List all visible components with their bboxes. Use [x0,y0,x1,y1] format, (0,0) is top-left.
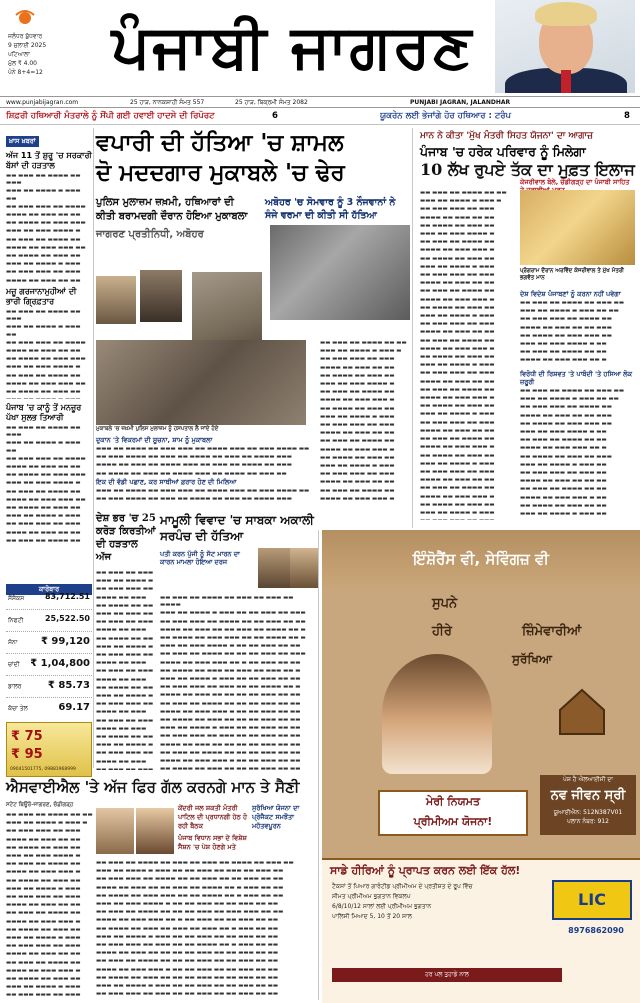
masthead [0,0,640,96]
house-icon [552,680,612,740]
syl-body: ▬▬ ▬▬▬ ▬▬ ▬▬▬▬ ▬▬ ▬▬▬ ▬▬ ▬▬▬ ▬▬ ▬▬▬▬ ▬▬ ▬▬▬ ▬▬ ▬▬▬ ▬▬ ▬▬▬▬ ▬ ▬▬▬ ▬▬ ▬▬ ▬▬▬ ▬▬ ▬▬▬ ▬▬ ▬▬▬ ▬▬ ▬▬ ▬▬▬ ▬▬▬ ▬▬ ▬▬▬▬ ▬▬ ▬▬ ▬▬▬ ▬▬ ▬▬ ▬▬▬ ▬▬ ▬▬ ▬▬▬▬ ▬▬ ▬▬▬ ▬▬ ▬▬ ▬▬▬ ▬▬ ▬▬▬▬ ▬▬ ▬ ▬▬▬ ▬▬ ▬▬ ▬▬ ▬▬▬▬ ▬▬ ▬▬▬ ▬▬▬ ▬▬ ▬▬ ▬▬▬▬ ▬▬ ▬ ▬▬▬ ▬▬ ▬▬ ▬▬▬ ▬▬ ▬▬▬ ▬▬▬▬ ▬ ▬▬ ▬▬ ▬▬▬ ▬▬ ▬▬ ▬▬▬ ▬▬ ▬▬ ▬▬ ▬▬▬ ▬▬ ▬▬▬▬ ▬▬ ▬▬ ▬▬ ▬▬▬ ▬▬ ▬▬▬ ▬▬▬ ▬▬ ▬▬ ▬▬▬▬ ▬▬ ▬▬▬ ▬▬▬ ▬▬ ▬ ▬▬ ▬▬▬ ▬▬ ▬▬ ▬▬▬ ▬▬ ▬▬ ▬▬ ▬▬▬▬ ▬▬ ▬▬▬ ▬▬ ▬▬▬ ▬▬ ▬▬▬ ▬▬ ▬ ▬▬▬ ▬▬ ▬▬ ▬▬▬ ▬▬ ▬▬▬▬ ▬ ▬▬▬ ▬▬ ▬▬ ▬▬▬ ▬▬ ▬▬ ▬▬▬ ▬▬ ▬▬ ▬▬ ▬▬▬ ▬▬▬ ▬▬ ▬▬▬ ▬▬ ▬▬ ▬▬▬▬ ▬▬ ▬ ▬▬▬ ▬▬ ▬▬ ▬▬▬▬ ▬▬ ▬▬▬ ▬▬ ▬▬ ▬▬ ▬▬ ▬▬▬ ▬▬ ▬▬ ▬▬▬ ▬▬ ▬▬ ▬▬ ▬▬▬ ▬▬ ▬▬▬▬ ▬▬ ▬▬ ▬▬ ▬▬▬ ▬▬ ▬▬ ▬▬▬ ▬▬ ▬▬ ▬▬▬▬ ▬▬ ▬▬▬ ▬▬▬ ▬ ▬▬ ▬▬ ▬▬▬ ▬▬ ▬▬ ▬▬▬ ▬▬ ▬▬ ▬▬ ▬▬▬▬ ▬▬ ▬▬▬ ▬▬ ▬▬ ▬▬ ▬▬▬ ▬▬ ▬▬ ▬▬▬ ▬▬ ▬▬ ▬▬▬ ▬▬ ▬▬▬▬ ▬ ▬▬▬ ▬▬ ▬▬ ▬▬▬ ▬▬ ▬▬ ▬▬▬ ▬▬ ▬▬ ▬▬ ▬▬▬ ▬▬▬ ▬▬ ▬▬▬ ▬▬ ▬▬ ▬▬▬ ▬▬ ▬▬ ▬▬▬ ▬▬ ▬▬ [96,860,294,998]
brief-title[interactable]: ਪੰਜਾਬ 'ਚ ਕਾਨੂੰ ਤੋਂ ਮਨਜ਼ੂਰ ਪੱਖਾ ਸੁਲਭ ਤਿਆਰੀ [6,403,82,422]
lead-subhead: ਦੁਕਾਨ 'ਤੇ ਵਿਕਰਮਾਂ ਦੀ ਸੂਚਨਾ, ਸ਼ਾਮ ਨੂੰ ਮੁਕਾਬਲਾ [96,436,213,444]
promo-right-page: 8 [624,111,630,121]
plan-uin: ਯੂਆਈਐਨ: 512N387V01 [553,809,623,816]
lead-body: ▬▬▬ ▬▬ ▬▬▬▬ ▬▬ ▬▬▬ ▬▬▬ ▬▬ ▬▬▬▬ ▬▬▬ ▬▬ ▬▬▬ ▬▬▬▬ ▬▬ ▬▬ ▬▬▬ ▬▬▬▬ ▬▬ ▬▬▬ ▬▬ ▬▬▬▬ ▬▬ ▬▬▬ ▬▬ ▬▬▬▬ ▬▬▬ ▬▬▬▬ ▬▬ ▬▬▬ ▬▬ ▬▬▬▬ ▬▬▬ ▬▬ ▬▬▬ ▬▬ ▬▬▬▬ ▬▬ ▬▬▬ ▬▬ ▬▬▬▬ ▬▬ ▬▬▬ ▬▬ ▬▬▬▬ ▬▬▬ ▬▬ ▬▬▬▬ ▬▬ ▬▬▬ ▬▬ [96,446,310,476]
lead-body: ▬▬▬ ▬▬ ▬▬▬▬ ▬▬ ▬▬▬ ▬▬▬ ▬▬ ▬▬▬▬ ▬▬▬ ▬▬ ▬▬▬ ▬▬▬▬ ▬▬ ▬▬ ▬▬▬ ▬▬▬▬ ▬▬ ▬▬▬ ▬▬ ▬▬▬▬ ▬▬ ▬▬▬ ▬▬ ▬▬▬▬ ▬▬▬ [96,488,310,503]
gold-row [6,632,92,654]
murder-story[interactable] [160,512,318,544]
edition-info [8,32,88,77]
sensex-value: 83,712.51 [44,592,90,601]
plan-intro: ਪੇਸ਼ ਹੈ ਐਲਆਈਸੀ ਦਾ [562,776,614,783]
nifty-value: 25,522.50 [44,614,90,623]
syl-bullets [178,804,248,852]
crude-label: ਕੱਚਾ ਤੇਲ [8,705,28,712]
lead-headline[interactable] [96,128,408,192]
health-headline-line-1: ਪੰਜਾਬ 'ਚ ਹਰੇਕ ਪਰਿਵਾਰ ਨੂੰ ਮਿਲੇਗਾ [420,144,586,159]
sensex-label: ਸੈਂਸੈਕਸ [8,595,25,602]
pages-label: ਪੰਨੇ 8+4=12 [8,69,43,76]
strike-headline: ਦੇਸ਼ ਭਰ 'ਚ 25 ਕਰੋੜ ਕਿਰਤੀਆਂ ਦੀ ਹੜਤਾਲ ਅੱਜ [96,513,156,563]
syl-dateline: ਸਟੇਟ ਬਿਊਰੋ-ਜਾਗਰਣ, ਚੰਡੀਗੜ੍ਹ [6,802,74,808]
syl-bullet: ਕੇਂਦਰੀ ਜਲ ਸ਼ਕਤੀ ਮੰਤਰੀ ਪਾਟਿਲ ਦੀ ਪ੍ਰਧਾਨਗੀ ਹੇਠ ਹੋ ਰਹੀ ਬੈਠਕ [178,804,247,830]
injured-policeman-photo [96,340,306,425]
syl-sub-headline: ਸੁਰੱਖਿਆ ਯੋਜਨਾ ਦਾ ਪ੍ਰੋਜੈਕਟ ਸਮਝੌਤਾ ਮਹੱਤਵਪੂਰਨ [252,804,300,830]
promo-left-text[interactable]: ਸ਼ਿਫ਼ਰੀ ਹਥਿਆਰੀ ਮੰਤਰਾਲੇ ਨੂੰ ਸੌਂਪੀ ਗਈ ਹਵਾਈ ਹਾਦਸੇ ਦੀ ਰਿਪੋਰਟ [6,111,215,121]
strike-story[interactable] [96,512,156,564]
strike-body: ▬▬ ▬▬▬ ▬▬ ▬▬▬ ▬▬▬ ▬▬ ▬▬▬▬ ▬ ▬▬ ▬▬▬ ▬▬▬ ▬▬ ▬▬▬▬ ▬▬ ▬▬▬ ▬▬ ▬▬▬▬ ▬▬ ▬▬ ▬▬▬ ▬▬ ▬▬▬ ▬▬ ▬▬ ▬▬▬ ▬▬ ▬▬▬ ▬▬▬▬ ▬▬ ▬▬▬ ▬▬ ▬▬▬▬ ▬▬ ▬▬ ▬▬▬ ▬▬ ▬▬▬▬ ▬ ▬▬ ▬▬▬ ▬▬▬ ▬▬ ▬▬▬▬ ▬▬ ▬▬▬ ▬▬ ▬▬▬ ▬▬ ▬▬▬ ▬▬▬▬ ▬▬ ▬▬▬ ▬▬ ▬▬▬▬ ▬▬ ▬▬ ▬▬▬ ▬▬ ▬▬▬▬ ▬ ▬▬ ▬▬▬ ▬▬▬ ▬▬ ▬▬▬▬ ▬▬ ▬▬▬ ▬▬ ▬▬▬ ▬▬ ▬▬▬ ▬▬▬▬ ▬▬ ▬▬▬ ▬▬ ▬▬▬▬ ▬▬ ▬▬ ▬▬▬ ▬▬ ▬▬▬▬ ▬ ▬▬ ▬▬▬ ▬▬▬ ▬▬ ▬▬▬▬ ▬▬ ▬▬▬ ▬▬ ▬▬▬ ▬▬ ▬▬▬ [96,570,154,770]
ad-slogan-bar: ਹਰ ਪਲ ਤੁਹਾਡੇ ਨਾਲ [332,968,562,982]
sarpanch-photo [258,548,290,588]
dollar-row [6,676,92,698]
sun-logo-icon [14,6,36,28]
ad-feature-item: ਪਾਲਿਸੀ ਮਿਆਦ 5, 10 ਤੋਂ 20 ਸਾਲ [332,913,412,920]
brand-line: PUNJABI JAGRAN, JALANDHAR [410,99,511,106]
sensex-row [6,588,92,610]
health-subhead: ਦੇਸ਼ ਵਿਦੇਸ਼ ਪੰਜਾਬਣਾਂ ਨੂੰ ਕਰਨਾ ਨਹੀਂ ਪਵੇਗਾ [520,290,621,298]
crude-value: 69.17 [58,702,90,713]
price-label: ਮੁੱਲ ₹ 4.00 [8,60,37,67]
ad-word-responsibilities: ਜ਼ਿੰਮੇਵਾਰੀਆਂ [522,624,582,639]
nifty-label: ਨਿਫਟੀ [8,617,24,624]
lic-phone-number[interactable]: 8976862090 [568,926,624,935]
plan-name: ਨਵ ਜੀਵਨ ਸ੍ਰੀ [550,788,626,803]
brief-body: ▬▬ ▬▬▬ ▬▬ ▬▬▬▬ ▬▬ ▬▬▬ ▬▬▬ ▬▬ ▬▬▬▬ ▬ ▬▬▬ ▬▬ ▬▬ ▬▬▬ ▬▬▬ ▬▬ ▬▬▬▬ ▬▬▬▬ ▬▬ ▬▬▬ ▬▬ ▬▬ ▬▬ ▬▬▬▬ ▬▬ ▬▬▬ ▬▬▬ ▬▬▬ ▬▬ ▬▬▬ ▬▬▬▬ ▬ ▬▬ ▬▬▬ ▬▬ ▬▬▬▬ ▬▬ ▬▬▬▬ ▬▬ ▬▬▬ ▬▬▬ ▬▬ ▬▬ ▬▬▬▬ ▬▬ ▬▬▬ ▬▬ ▬▬▬ ▬▬ ▬▬▬▬ ▬ ▬▬▬ ▬▬ ▬▬▬ ▬▬▬ ▬▬ ▬▬▬ ▬▬▬▬ ▬▬ ▬▬▬ ▬▬ ▬▬ [6,173,86,283]
gold-label: ਸੋਨਾ [8,639,18,646]
health-kicker: ਮਾਨ ਨੇ ਕੀਤਾ 'ਮੁੱਖ ਮੰਤਰੀ ਸਿਹਤ ਯੋਜਨਾ' ਦਾ ਆਗਾਜ਼ [420,131,593,141]
lead-headline-line-1: ਵਪਾਰੀ ਦੀ ਹੱਤਿਆ 'ਚ ਸ਼ਾਮਲ [96,129,344,156]
newspaper-title: ਪੰਜਾਬੀ ਜਾਗਰਣ [111,12,474,82]
accused-photo [290,548,318,588]
health-body: ▬▬ ▬▬▬ ▬▬ ▬▬▬▬ ▬▬ ▬▬ ▬▬▬ ▬▬ ▬▬▬▬ ▬ ▬▬▬ ▬ ▬▬ ▬▬▬ ▬▬▬ ▬▬ ▬▬▬ ▬▬▬▬ ▬▬ ▬▬▬ ▬▬ ▬▬ ▬▬ ▬▬▬▬ ▬▬ ▬▬▬ ▬▬ ▬▬▬ ▬▬ ▬▬▬ ▬▬▬▬ ▬ ▬▬ ▬▬▬ ▬▬ ▬▬▬▬ ▬▬ ▬▬▬▬ ▬▬ ▬▬▬ ▬▬▬ ▬ ▬▬ ▬▬▬▬ ▬▬ ▬▬▬ ▬▬ ▬▬▬ ▬▬ ▬▬▬▬ ▬ ▬▬▬ ▬▬ ▬▬▬ ▬▬▬ ▬▬ ▬▬▬ ▬▬▬▬ ▬▬ ▬▬▬ ▬▬ ▬▬ ▬▬ ▬▬▬ ▬▬ ▬▬▬▬ ▬▬ ▬▬▬▬ ▬▬ ▬▬▬ ▬▬▬ ▬ ▬▬ ▬▬▬▬ ▬▬ ▬▬▬ ▬▬ ▬▬▬ ▬▬ ▬▬▬▬ ▬ ▬▬▬ ▬▬ ▬▬▬ ▬▬▬ ▬▬ ▬▬▬ ▬▬▬▬ ▬▬ ▬▬▬ ▬▬ ▬▬ ▬▬ ▬▬▬ ▬▬ ▬▬▬▬ ▬▬ ▬▬▬▬ ▬▬ ▬▬▬ ▬▬▬ ▬ ▬▬ ▬▬▬▬ ▬▬ ▬▬▬ ▬▬ ▬▬▬ ▬▬ ▬▬▬▬ ▬ ▬▬▬ ▬▬ ▬▬▬ ▬▬▬ ▬▬ ▬▬▬ ▬▬▬▬ ▬▬ ▬▬▬ ▬▬ ▬▬ ▬▬ ▬▬▬ ▬▬ ▬▬▬▬ ▬▬ ▬▬▬▬ ▬▬ ▬▬▬ ▬▬▬ ▬ ▬▬ ▬▬▬▬ ▬▬ ▬▬▬ ▬▬ ▬▬▬ ▬▬ ▬▬▬▬ ▬ ▬▬▬ ▬▬ ▬▬▬ ▬▬▬ ▬▬ ▬▬▬ ▬▬▬▬ ▬▬ ▬▬▬ ▬▬ ▬▬ ▬▬ ▬▬▬ ▬▬ ▬▬▬▬ ▬▬ ▬▬▬▬ ▬▬ ▬▬▬ ▬▬▬ ▬ ▬▬ ▬▬▬▬ ▬▬ ▬▬▬ ▬▬ ▬▬▬ ▬▬ ▬▬▬▬ ▬ ▬▬▬ ▬▬ ▬▬▬ ▬▬▬ ▬▬ ▬▬▬ ▬▬▬▬ ▬▬ ▬▬▬ ▬▬ ▬▬ ▬▬ ▬▬▬ ▬▬ ▬▬▬▬ ▬▬ ▬▬▬▬ ▬▬ ▬▬▬ ▬▬▬ ▬ ▬▬ ▬▬▬▬ ▬▬ ▬▬▬ ▬▬ ▬▬▬ ▬▬ ▬▬▬▬ ▬ ▬▬▬ [420,190,507,516]
syl-bullet: ਪੰਜਾਬ ਵਿਧਾਨ ਸਭਾ ਦੇ ਵਿਸ਼ੇਸ਼ ਸੈਸ਼ਨ 'ਚ ਪੇਸ਼ ਹੋਣਗੇ ਮਤੇ [178,834,247,851]
syl-story[interactable] [6,778,318,797]
info-strip [0,96,640,108]
silver-value: ₹ 1,04,800 [30,658,90,669]
murder-deck: ਪਤੀ ਕਰਨ ਪੁੱਜੀ ਨੂੰ ਸੱਟ ਮਾਰਨ ਦਾ ਕਾਰਨ ਮਾਮਲਾ ਹੋਇਆ ਦਰਜ [160,550,240,566]
lead-subhead: ਇਕ ਦੀ ਵੱਡੀ ਪਛਾਣ, ਕਰ ਸਾਥੀਆਂ ਫ਼ਰਾਰ ਹੋਣ ਦੀ ਮਿਲਿਆ [96,478,237,486]
plan-number: ਪਲਾਨ ਨੰਬਰ: 912 [567,818,609,825]
ad-word-dreams: ਸੁਪਨੇ [432,596,458,611]
issue-date: 9 ਜੁਲਾਈ 2025 [8,42,47,49]
markets-box [6,576,92,718]
side-deck: ਅਬੋਹਰ 'ਚ ਸੋਮਵਾਰ ਨੂੰ 3 ਨੌਜਵਾਨਾਂ ਨੇ ਸੰਜੇ ਵਰਮਾ ਦੀ ਕੀਤੀ ਸੀ ਹੱਤਿਆ [265,197,396,221]
lead-body-column: ▬▬ ▬▬▬ ▬▬ ▬▬▬▬ ▬▬ ▬▬ ▬▬▬ ▬▬ ▬▬▬▬ ▬ ▬▬▬ ▬ ▬▬ ▬▬▬ ▬▬▬ ▬▬ ▬▬▬ ▬▬▬▬ ▬▬ ▬▬▬ ▬▬ ▬▬ ▬▬ ▬▬▬▬ ▬▬ ▬▬▬ ▬▬ ▬▬▬ ▬▬ ▬▬▬ ▬▬▬▬ ▬ ▬▬ ▬▬▬ ▬▬ ▬▬▬▬ ▬▬ ▬▬▬▬ ▬▬ ▬▬▬ ▬▬▬ ▬ ▬▬ ▬▬▬▬ ▬▬ ▬▬▬ ▬▬ ▬▬▬ ▬▬ ▬▬▬▬ ▬ ▬▬▬ ▬▬ ▬▬▬ ▬▬▬ ▬▬ ▬▬▬ ▬▬▬▬ ▬▬ ▬▬▬ ▬▬ ▬▬ ▬▬ ▬▬▬ ▬▬ ▬▬▬▬ ▬▬ ▬▬▬▬ ▬▬ ▬▬▬ ▬▬▬ ▬ ▬▬ ▬▬▬▬ ▬▬ ▬▬▬ ▬▬ ▬▬▬ ▬▬ ▬▬▬▬ ▬ ▬▬▬ ▬▬ ▬▬▬ ▬▬▬ ▬▬ ▬▬▬ ▬▬▬▬ ▬▬ ▬▬▬ ▬▬ ▬▬ ▬▬ ▬▬▬ ▬▬ ▬▬▬▬ ▬▬ ▬▬▬▬ ▬▬ ▬▬▬ ▬▬▬ ▬ [320,340,407,502]
promo-right-text[interactable]: ਯੂਕਰੇਨ ਲਈ ਭੇਜਾਂਗੇ ਹੋਰ ਹਥਿਆਰ : ਟਰੰਪ [380,111,512,121]
silver-label: ਚਾਂਦੀ [8,661,20,668]
ad-feature-item: 6/8/10/12 ਸਾਲਾਂ ਲਈ ਪ੍ਰੀਮੀਅਮ ਭੁਗਤਾਨ [332,903,432,910]
ad-price-2: ₹ 95 [11,747,43,762]
edition-label: ਜਲੰਧਰ ਬੁੱਧਵਾਰ [8,33,43,40]
health-subhead: ਵਿਰੋਧੀ ਦੀ ਰਿਸ਼ਵਤ 'ਤੇ ਪਾਬੰਦੀ 'ਤੇ ਹਸਿਆ ਲੋਕ ਜ਼ਰੂਰੀ [520,370,633,386]
scheme-launch-photo [520,190,635,265]
health-bullet: ਕੇਜਰੀਵਾਲ ਬੋਲੇ, ਚੰਡੀਗੜ੍ਹ ਦਾ ਪੰਜਾਬੀ ਸਾਹਿਤ [520,178,630,186]
ad-phone: 09041501775, 09881968999 [10,767,76,772]
trump-photo [495,0,635,93]
samvat-nanakshahi: 25 ਹਾੜ, ਨਾਨਕਸ਼ਾਹੀ ਸੰਮਤ 557 [130,99,205,106]
ad-tagline: ਇੰਸ਼ੋਰੈਂਸ ਵੀ, ਸੇਵਿੰਗਜ਼ ਵੀ [413,550,549,568]
ad-feature-item: ਸੀਮਤ ਪ੍ਰੀਮੀਅਮ ਭੁਗਤਾਨ ਵਿਕਲਪ [332,893,411,900]
promo-left-page: 6 [272,111,278,121]
lic-logo[interactable]: LIC [552,880,632,920]
arrest-photo [270,225,410,320]
ad-word-security: ਸੁਰੱਖਿਆ [512,652,552,666]
mithai-ad[interactable] [6,722,92,777]
scheme-title: ਮੇਰੀ ਨਿਯਮਤ ਪ੍ਰੀਮੀਅਮ ਯੋਜਨਾ! [378,790,528,836]
ad-feature-list [332,882,572,922]
murder-headline: ਮਾਮੂਲੀ ਵਿਵਾਦ 'ਚ ਸਾਬਕਾ ਅਕਾਲੀ ਸਰਪੰਚ ਦੀ ਹੱਤਿਆ [160,513,314,543]
section-label: ਖ਼ਾਸ ਖ਼ਬਰਾਂ [6,136,39,147]
city-label: ਪਟਿਆਲਾ [8,51,30,58]
syl-body: ▬▬ ▬▬▬ ▬▬ ▬▬▬▬ ▬▬ ▬▬ ▬▬▬ ▬▬ ▬▬▬▬ ▬ ▬▬▬ ▬ ▬▬ ▬▬▬ ▬▬▬ ▬▬ ▬▬▬ ▬▬▬▬ ▬▬ ▬▬▬ ▬▬ ▬▬ ▬▬ ▬▬▬▬ ▬▬ ▬▬▬ ▬▬ ▬▬▬ ▬▬ ▬▬▬ ▬▬▬▬ ▬ ▬▬ ▬▬▬ ▬▬ ▬▬▬▬ ▬▬ ▬▬▬▬ ▬▬ ▬▬▬ ▬▬▬ ▬ ▬▬ ▬▬▬▬ ▬▬ ▬▬▬ ▬▬ ▬▬▬ ▬▬ ▬▬▬▬ ▬ ▬▬▬ ▬▬ ▬▬▬ ▬▬▬ ▬▬ ▬▬▬ ▬▬▬▬ ▬▬ ▬▬▬ ▬▬ ▬▬ ▬▬ ▬▬▬ ▬▬ ▬▬▬▬ ▬▬ ▬▬▬▬ ▬▬ ▬▬▬ ▬▬▬ ▬ ▬▬ ▬▬▬▬ ▬▬ ▬▬▬ ▬▬ ▬▬▬ ▬▬ ▬▬▬▬ ▬ ▬▬▬ ▬▬ ▬▬▬ ▬▬▬ ▬▬ ▬▬▬ ▬▬▬▬ ▬▬ ▬▬▬ ▬▬ ▬▬ ▬▬ ▬▬▬ ▬▬ ▬▬▬▬ ▬▬ ▬▬▬▬ ▬▬ ▬▬▬ ▬▬▬ ▬ ▬▬ ▬▬▬▬ ▬▬ ▬▬▬ ▬▬ ▬▬▬ ▬▬ ▬▬▬▬ ▬ ▬▬▬ ▬▬ ▬▬▬ ▬▬▬ ▬▬ ▬▬▬ [6,812,93,999]
brief-body: ▬▬ ▬▬▬ ▬▬ ▬▬▬▬ ▬▬ ▬▬▬ ▬▬▬ ▬▬ ▬▬▬▬ ▬ ▬▬▬ ▬▬ ▬▬ ▬▬▬ ▬▬▬ ▬▬ ▬▬▬▬ ▬▬▬▬ ▬▬ ▬▬▬ ▬▬ ▬▬ ▬▬ ▬▬▬▬ ▬▬ ▬▬▬ ▬▬▬ ▬▬▬ ▬▬ ▬▬▬ ▬▬▬▬ ▬ ▬▬ ▬▬▬ ▬▬ ▬▬▬▬ ▬▬ ▬▬▬▬ ▬▬ ▬▬▬ ▬▬▬ ▬▬ ▬▬ ▬▬▬▬ ▬▬ ▬▬▬ ▬▬ [6,309,86,396]
victim-photo [96,276,136,324]
lead-dateline: ਜਾਗਰਣ ਪ੍ਰਤੀਨਿਧੀ, ਅਬੋਹਰ [96,229,204,240]
health-body: ▬▬ ▬▬▬ ▬▬ ▬▬▬▬ ▬▬ ▬▬▬ ▬▬ ▬▬▬ ▬▬ ▬▬▬▬ ▬ ▬▬▬ ▬▬ ▬▬ ▬▬ ▬▬▬ ▬▬▬ ▬▬ ▬▬▬▬ ▬▬ ▬▬▬▬ ▬▬ ▬▬▬ ▬▬ ▬▬ ▬▬▬ ▬▬ ▬▬▬▬ ▬▬ ▬▬▬ ▬▬▬ ▬▬ ▬▬▬ ▬▬ ▬▬▬ ▬▬▬▬ ▬ ▬▬ ▬▬ ▬▬▬ ▬▬ ▬▬▬▬ ▬▬ ▬▬ ▬▬▬▬ ▬▬ ▬▬▬ ▬▬▬ ▬▬ ▬ ▬▬ ▬▬▬▬ ▬▬ ▬▬▬ ▬▬ ▬▬▬ ▬▬▬ ▬▬ ▬▬▬▬ ▬ ▬▬▬ ▬▬ ▬▬ ▬▬▬ ▬▬▬ ▬▬ ▬▬▬ ▬▬ ▬▬▬▬ ▬▬ ▬▬▬ ▬▬ ▬▬ ▬▬ ▬▬ ▬▬▬ ▬▬ ▬▬▬▬ ▬▬ ▬▬ ▬▬▬▬ ▬▬ ▬▬▬ ▬▬▬ ▬ ▬▬ ▬▬ ▬▬▬▬ ▬▬ ▬▬▬ ▬▬ ▬▬ ▬▬▬ ▬▬ ▬▬▬▬ ▬ ▬▬▬ ▬▬ [520,388,625,518]
lead-headline-line-2: ਦੋ ਮਦਦਗਾਰ ਮੁਕਾਬਲੇ 'ਚ ਢੇਰ [96,159,345,186]
dollar-value: ₹ 85.73 [47,680,90,691]
murder-body: ▬▬ ▬▬▬ ▬▬ ▬▬▬▬ ▬▬ ▬▬▬ ▬▬ ▬▬▬ ▬▬ ▬▬▬▬ ▬▬▬ ▬▬ ▬▬▬▬ ▬ ▬▬▬ ▬▬ ▬▬ ▬▬▬ ▬▬ ▬▬▬ ▬▬ ▬▬▬ ▬▬▬ ▬▬ ▬▬▬▬ ▬▬ ▬▬ ▬▬▬ ▬▬ ▬▬ ▬▬▬▬ ▬▬ ▬▬▬ ▬▬ ▬▬ ▬▬▬ ▬▬ ▬▬▬▬ ▬▬ ▬ ▬▬ ▬▬▬▬ ▬▬ ▬▬▬ ▬▬▬ ▬▬ ▬▬ ▬▬▬▬ ▬▬ ▬ ▬▬▬ ▬▬ ▬▬▬ ▬▬▬▬ ▬ ▬▬ ▬▬ ▬▬▬ ▬▬ ▬▬ ▬▬ ▬▬▬ ▬▬ ▬▬▬▬ ▬▬ ▬▬ ▬▬ ▬▬▬ ▬▬ ▬▬▬ ▬▬▬▬ ▬▬ ▬▬▬ ▬▬▬ ▬▬ ▬ ▬▬ ▬▬▬ ▬▬ ▬▬ ▬▬ ▬▬▬▬ ▬▬ ▬▬▬ ▬▬ ▬▬▬ ▬▬ ▬▬▬ ▬▬ ▬ ▬▬▬ ▬▬ ▬▬▬▬ ▬ ▬▬▬ ▬▬ ▬▬ ▬▬▬ ▬▬ ▬▬ ▬▬ ▬▬▬ ▬▬▬ ▬▬ ▬▬▬ ▬▬ ▬▬ ▬▬▬▬ ▬▬ ▬ ▬▬▬▬ ▬▬ ▬▬▬ ▬▬ ▬▬ ▬▬ ▬▬ ▬▬▬ ▬▬ ▬▬ ▬▬ ▬▬▬ ▬▬ ▬▬▬▬ ▬▬ ▬▬ ▬▬ ▬▬▬ ▬▬ ▬▬ ▬▬▬▬ ▬▬ ▬▬▬ ▬▬▬ ▬ ▬▬ ▬▬ ▬▬▬ ▬▬ ▬▬ ▬▬ ▬▬▬▬ ▬▬ ▬▬▬ ▬▬ ▬▬ ▬▬ ▬▬▬ ▬▬ ▬▬ ▬▬▬ ▬▬ ▬▬▬▬ ▬ ▬▬▬ ▬▬ ▬▬ ▬▬▬ ▬▬ ▬▬ ▬▬ ▬▬▬ ▬▬▬ ▬▬ ▬▬▬ ▬▬ ▬▬ ▬▬▬ ▬▬ ▬▬ ▬▬▬▬ ▬▬ ▬▬▬ ▬▬ ▬▬ ▬▬ ▬▬ ▬▬▬ ▬▬ ▬▬ ▬▬ ▬▬▬ ▬▬ ▬▬▬▬ ▬▬ ▬▬ ▬▬ ▬▬▬ ▬▬ ▬▬ ▬▬▬▬ ▬▬ ▬▬▬ ▬▬▬ ▬ ▬▬ ▬▬ ▬▬▬ ▬▬ ▬▬ ▬▬ ▬▬▬▬ ▬▬ ▬▬▬ ▬▬ ▬▬ ▬▬ ▬▬▬ ▬▬ ▬▬ [160,595,306,773]
ad-footer-heading: ਸਾਡੇ ਹੀਰਿਆਂ ਨੂੰ ਪ੍ਰਾਪਤ ਕਰਨ ਲਈ ਇੱਕ ਹੱਲ! [330,864,521,877]
ad-word-diamonds: ਹੀਰੇ [432,624,452,639]
brief-body: ▬▬ ▬▬▬ ▬▬ ▬▬▬▬ ▬▬ ▬▬▬ ▬▬▬ ▬▬ ▬▬▬▬ ▬ ▬▬▬ ▬▬ ▬▬ ▬▬▬ ▬▬▬ ▬▬ ▬▬▬▬ ▬▬▬▬ ▬▬ ▬▬▬ ▬▬ ▬▬ ▬▬ ▬▬▬▬ ▬▬ ▬▬▬ ▬▬▬ ▬▬▬ ▬▬ ▬▬▬ ▬▬▬▬ ▬ ▬▬ ▬▬▬ ▬▬ ▬▬▬▬ ▬▬ ▬▬▬▬ ▬▬ ▬▬▬ ▬▬▬ ▬▬ ▬▬ ▬▬▬▬ ▬▬ ▬▬▬ ▬▬ ▬▬▬ ▬▬ ▬▬▬▬ ▬ ▬▬▬ ▬▬ ▬▬▬ ▬▬▬ ▬▬ ▬▬▬ ▬▬▬▬ ▬▬ ▬▬▬ ▬▬ ▬▬ ▬▬ ▬▬▬ ▬▬ ▬▬▬▬ ▬▬ [6,425,86,544]
markets-label: ਕਾਰੋਬਾਰ [6,584,92,595]
brief-title[interactable]: ਅੱਜ 11 ਤੋਂ ਸ਼ੁਰੂ 'ਚ ਸਰਕਾਰੀ ਬੱਸਾਂ ਦੀ ਹੜਤਾਲ [6,151,92,170]
ad-price-1: ₹ 75 [11,729,43,744]
ad-feature-item: ਟੈਕਸਾਂ ਤੋਂ ਪਿਆਰ ਗਾਰੰਟੀਡ ਪ੍ਰੀਮੀਅਮ ਦੇ ਪ੍ਰਤੀਸ਼ਤ ਦੇ ਰੂਪ ਵਿੱਚ [332,883,473,890]
photo-caption: ਮੁਕਾਬਲੇ 'ਚ ਜ਼ਖ਼ਮੀ ਪੁਲਿਸ ਮੁਲਾਜ਼ਮ ਨੂੰ ਹਸਪਤਾਲ ਲੈ ਜਾਂਦੇ ਹੋਏ [96,426,219,432]
cm-saini-photo [136,808,174,854]
nifty-row [6,610,92,632]
health-body: ▬▬ ▬▬▬ ▬▬ ▬▬▬▬ ▬▬ ▬▬▬ ▬▬ ▬▬▬ ▬▬ ▬▬▬▬ ▬ ▬▬▬ ▬▬ ▬▬ ▬▬ ▬▬▬ ▬▬▬ ▬▬ ▬▬▬▬ ▬▬ ▬▬▬▬ ▬▬ ▬▬▬ ▬▬ ▬▬ ▬▬▬ ▬▬ ▬▬▬▬ ▬▬ ▬▬▬ ▬▬▬ ▬▬ ▬▬▬ ▬▬ ▬▬▬ ▬▬▬▬ ▬ ▬▬ ▬▬ ▬▬▬ ▬▬ ▬▬▬▬ ▬▬ ▬▬ ▬▬▬▬ ▬▬ ▬▬▬ ▬▬▬ ▬▬ ▬ [520,300,625,364]
syl-headline: ਐਸਵਾਈਐਲ 'ਤੇ ਅੱਜ ਫਿਰ ਗੱਲ ਕਰਨਗੇ ਮਾਨ ਤੇ ਸੈਣੀ [6,778,300,796]
website-link[interactable]: www.punjabijagran.com [6,99,79,106]
brief-title[interactable]: ਮਜ਼ੂ ਗਰਜਾਨਾਮੁਹੀਆਂ ਦੀ ਭਾਰੀ ਗ੍ਰਿਫ਼ਤਾਰ [6,287,77,306]
crude-row [6,698,92,720]
launch-caption: ਪ੍ਰੋਗਰਾਮ ਦੌਰਾਨ ਅਰਵਿੰਦ ਕੇਜਰੀਵਾਲ ਤੇ ਮੁੱਖ ਮੰਤਰੀ ਭਗਵੰਤ ਮਾਨ [520,268,624,281]
lic-advertisement[interactable] [322,530,640,858]
health-headline-line-2: 10 ਲੱਖ ਰੁਪਏ ਤੱਕ ਦਾ ਮੁਫ਼ਤ ਇਲਾਜ [420,160,635,179]
dollar-label: ਡਾਲਰ [8,683,22,690]
lead-deck: ਪੁਲਿਸ ਮੁਲਾਜ਼ਮ ਜ਼ਖ਼ਮੀ, ਹਥਿਆਰਾਂ ਦੀ ਕੀਤੀ ਬਰਾਮਦਗੀ ਦੌਰਾਨ ਹੋਇਆ ਮੁਕਾਬਲਾ ਜਾਗਰਣ ਪ੍ਰਤੀਨਿਧੀ, ਅਬੋਹਰ [96,196,256,242]
plan-badge [540,775,636,835]
accused-photo [140,270,182,322]
samvat-bikrami: 25 ਹਾੜ, ਬਿਕ੍ਰਮੀ ਸੰਮਤ 2082 [235,99,308,106]
gold-value: ₹ 99,120 [40,636,90,647]
promo-bar [0,108,640,125]
health-scheme-story[interactable] [420,128,635,180]
cm-mann-photo [96,808,134,854]
silver-row [6,654,92,676]
family-photo [382,654,492,774]
